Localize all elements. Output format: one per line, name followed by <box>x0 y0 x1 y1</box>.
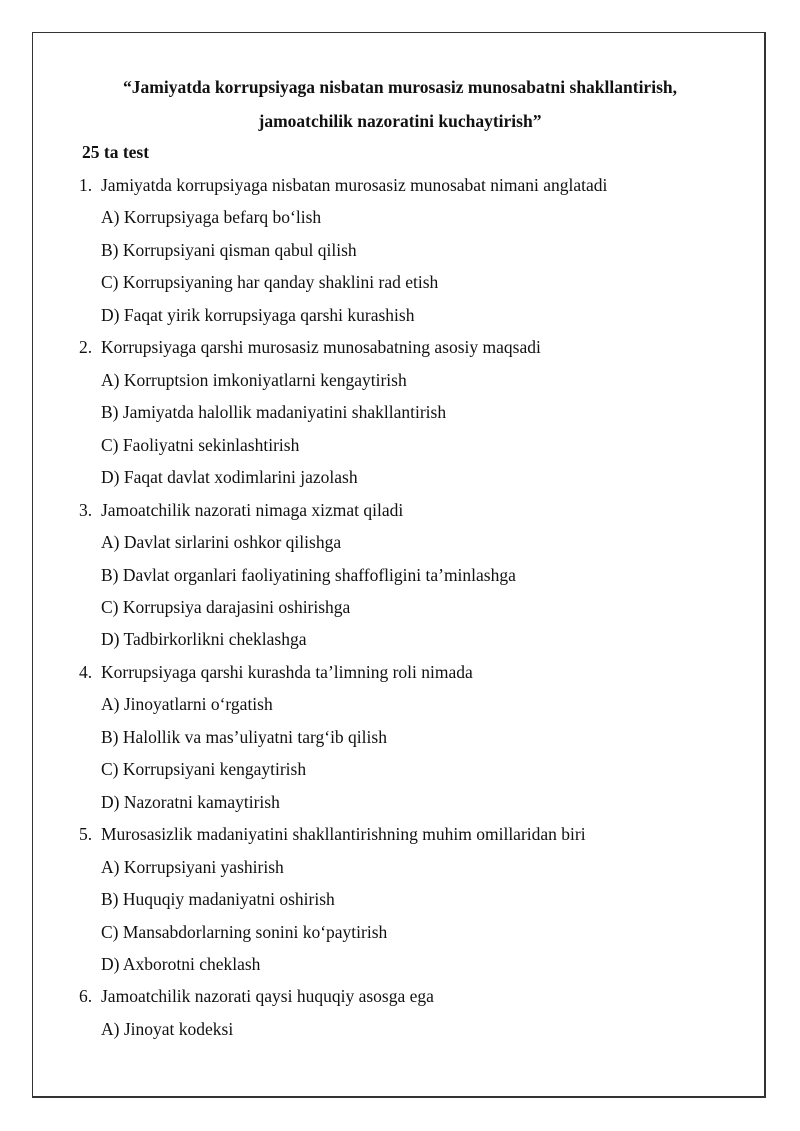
answer-option: A) Jinoyat kodeksi <box>101 1019 234 1039</box>
answer-option: A) Korrupsiyaga befarq bo‘lish <box>101 207 322 227</box>
answer-option: B) Huquqiy madaniyatni oshirish <box>101 889 335 909</box>
answer-option: C) Mansabdorlarning sonini ko‘paytirish <box>101 922 388 942</box>
answer-option: A) Korrupsiyani yashirish <box>101 857 284 877</box>
question-number: 6. <box>79 986 93 1006</box>
question-text: Murosasizlik madaniyatini shakllantirishning muhim omillaridan biri <box>101 824 586 844</box>
answer-option: D) Axborotni cheklash <box>101 954 261 974</box>
answer-option: D) Faqat yirik korrupsiyaga qarshi kurashish <box>101 305 415 325</box>
answer-option: A) Davlat sirlarini oshkor qilishga <box>101 532 342 552</box>
document-title-line-2: jamoatchilik nazoratini kuchaytirish” <box>258 111 542 131</box>
question-number: 4. <box>79 662 93 682</box>
answer-option: C) Korrupsiyani kengaytirish <box>101 759 307 779</box>
question-text: Jamoatchilik nazorati nimaga xizmat qiladi <box>101 500 404 520</box>
test-count: 25 ta test <box>82 142 150 162</box>
question-number: 1. <box>79 175 93 195</box>
answer-option: B) Davlat organlari faoliyatining shaffofligini ta’minlashga <box>101 565 516 585</box>
answer-option: B) Korrupsiyani qisman qabul qilish <box>101 240 357 260</box>
answer-option: C) Faoliyatni sekinlashtirish <box>101 435 300 455</box>
question-number: 2. <box>79 337 93 357</box>
answer-option: C) Korrupsiyaning har qanday shaklini rad etish <box>101 272 439 292</box>
question-text: Jamiyatda korrupsiyaga nisbatan murosasiz munosabat nimani anglatadi <box>101 175 608 195</box>
question-text: Jamoatchilik nazorati qaysi huquqiy asosga ega <box>101 986 434 1006</box>
answer-option: D) Tadbirkorlikni cheklashga <box>101 629 307 649</box>
question-text: Korrupsiyaga qarshi kurashda ta’limning roli nimada <box>101 662 473 682</box>
question-text: Korrupsiyaga qarshi murosasiz munosabatning asosiy maqsadi <box>101 337 541 357</box>
answer-option: C) Korrupsiya darajasini oshirishga <box>101 597 351 617</box>
question-number: 3. <box>79 500 93 520</box>
question-number: 5. <box>79 824 93 844</box>
answer-option: B) Jamiyatda halollik madaniyatini shakllantirish <box>101 402 447 422</box>
answer-option: A) Korruptsion imkoniyatlarni kengaytirish <box>101 370 407 390</box>
answer-option: A) Jinoyatlarni o‘rgatish <box>101 694 273 714</box>
answer-option: B) Halollik va mas’uliyatni targ‘ib qilish <box>101 727 387 747</box>
document-title-line-1: “Jamiyatda korrupsiyaga nisbatan murosasiz munosabatni shakllantirish, <box>123 77 677 97</box>
answer-option: D) Nazoratni kamaytirish <box>101 792 280 812</box>
answer-option: D) Faqat davlat xodimlarini jazolash <box>101 467 358 487</box>
